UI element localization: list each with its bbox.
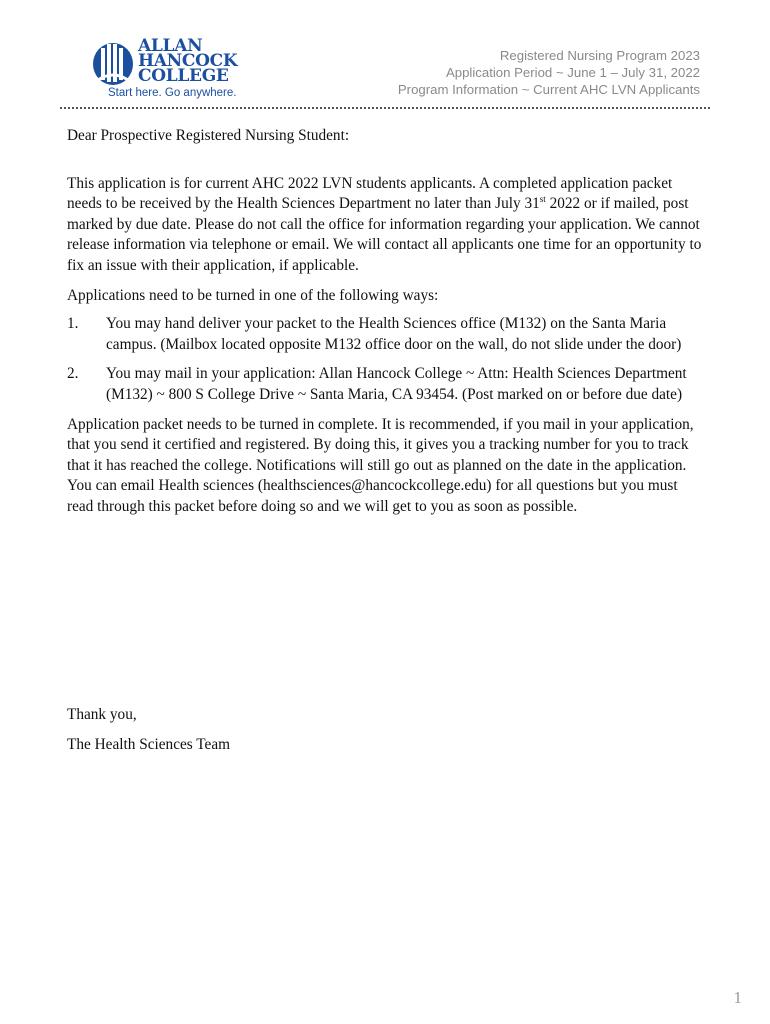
intro-paragraph [67,174,707,277]
header-divider [60,107,710,109]
intro-text-start: This application is for current AHC 2022 LVN students applicants. A completed application packet needs to be received by the Health Sciences Department no later than July 31 [67,174,673,213]
date-ordinal-suffix: st [539,194,546,205]
header-application-period: Application Period ~ June 1 – July 31, 2022 [445,65,700,80]
logo-text-allan: ALLAN [138,36,203,56]
page-number: 1 [733,988,742,1007]
submission-steps-list [67,314,707,405]
logo-text-college: COLLEGE [138,66,229,86]
college-logo [92,38,252,102]
completion-paragraph: Application packet needs to be turned in complete. It is recommended, if you mail in your application, that you send it certified and registered. By doing this, it gives you a tracking number for you to track that it has reached the college. Notifications will still go out as planned on the date in the application. You can email Health sciences (healthsciences@hancockcollege.edu) for all questions but you must read through this packet before doing so and we will get to you as soon as possible. [67,415,694,515]
document-header [398,47,700,98]
letter-closing [67,705,230,755]
list-item-text: You may hand deliver your packet to the Health Sciences office (M132) on the Santa Maria campus. (Mailbox located opposite M132 office door on the wall, do not slide under the door) [106,315,682,353]
list-item [67,314,707,355]
header-program-info: Program Information ~ Current AHC LVN Applicants [397,82,700,97]
logo-text-hancock: HANCOCK [138,51,238,71]
list-item-number: 2. [67,365,79,383]
intro-text-end: 2022 or if mailed, post marked by due date. Please do not call the office for information regarding your application. We cannot release information via telephone or email. We will contact all applicants one time for an opportunity to fix an issue with their application, if applicable. [67,195,702,274]
closing-thanks: Thank you, [67,706,137,723]
college-mark-icon [92,40,134,86]
signature: The Health Sciences Team [67,735,231,753]
submission-ways-intro: Applications need to be turned in one of the following ways: [67,286,439,304]
header-program-title: Registered Nursing Program 2023 [499,48,700,63]
letter-body [67,126,707,518]
list-item-number: 1. [67,315,79,333]
list-item-text: You may mail in your application: Allan Hancock College ~ Attn: Health Sciences Department (M132) ~ 800 S College Drive ~ Santa Maria, CA 93454. (Post marked on or before due date) [106,365,687,403]
list-item [67,364,707,405]
salutation: Dear Prospective Registered Nursing Student: [67,127,350,144]
logo-tagline: Start here. Go anywhere. [108,87,237,99]
